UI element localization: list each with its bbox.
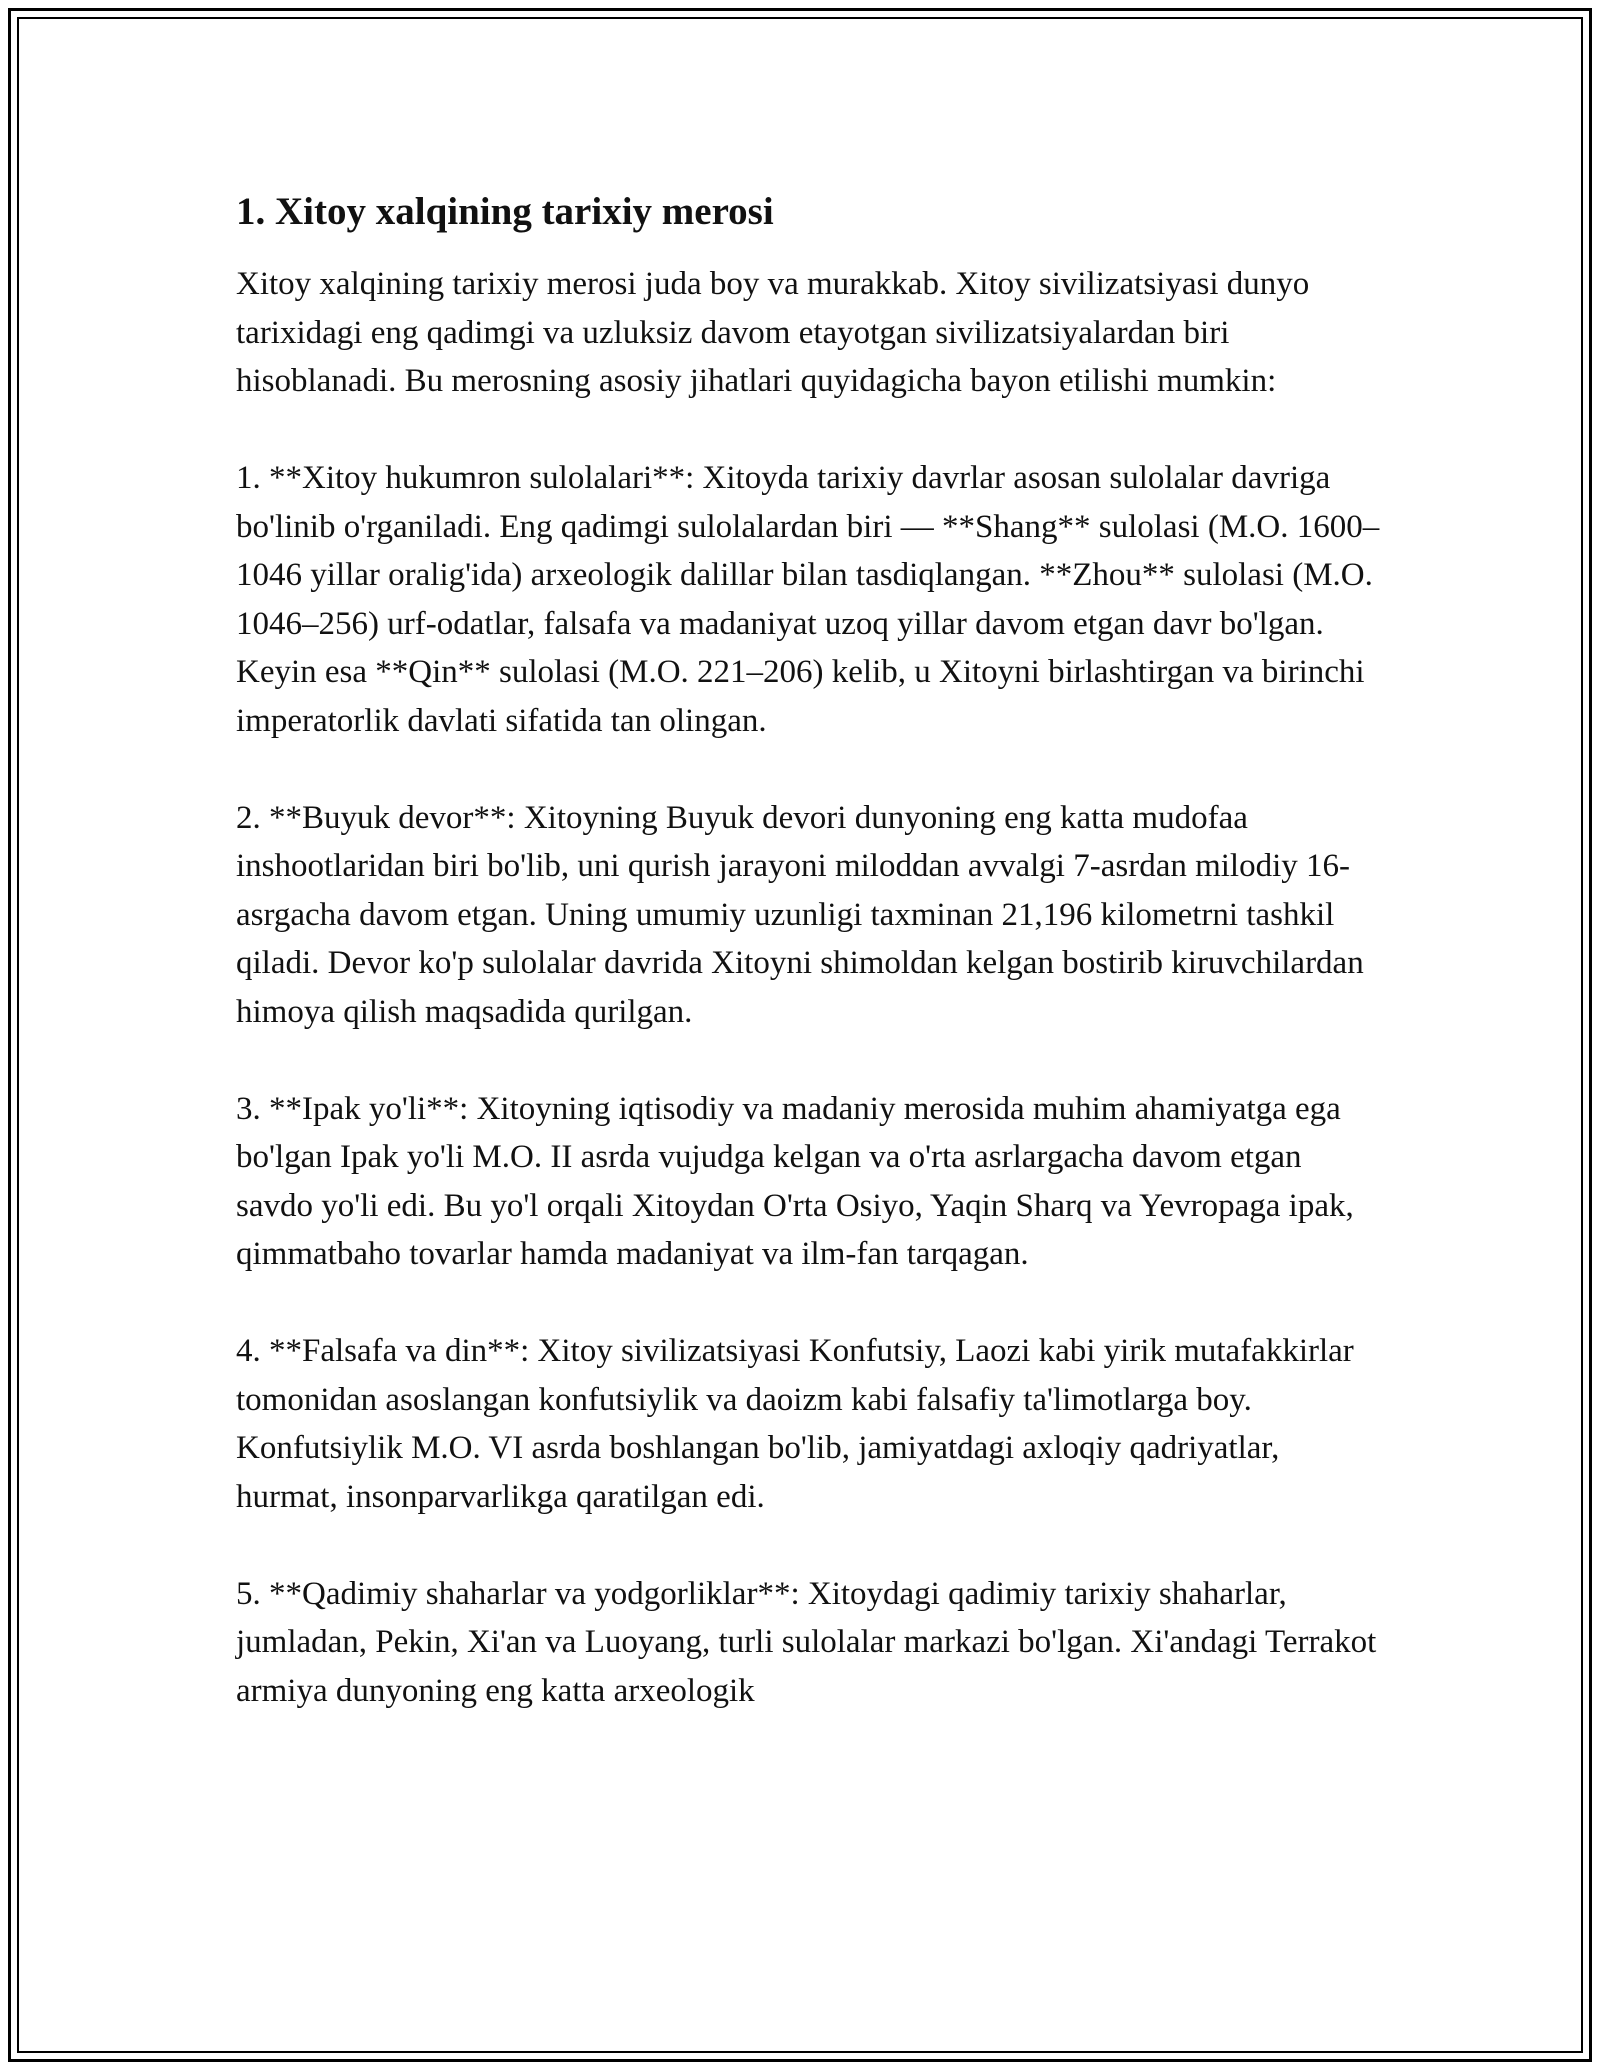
document-body: [236, 186, 1381, 1715]
paragraph-intro: Xitoy xalqining tarixiy merosi juda boy va murakkab. Xitoy sivilizatsiyasi dunyo tarixidagi eng qadimgi va uzluksiz davom etayotgan sivilizatsiyalardan biri hisoblanadi. Bu merosning asosiy jihatlari quyidagicha bayon etilishi mumkin:: [236, 266, 1310, 399]
paragraph-great-wall: 2. **Buyuk devor**: Xitoyning Buyuk devori dunyoning eng katta mudofaa inshootlaridan biri bo'lib, uni qurish jarayoni miloddan avvalgi 7-asrdan milodiy 16-asrgacha davom etgan. Uning umumiy uzunligi taxminan 21,196 kilometrni tashkil qiladi. Devor ko'p sulolalar davrida Xitoyni shimoldan kelgan bostirib kiruvchilardan himoya qilish maqsadida qurilgan.: [236, 799, 1364, 1030]
paragraph-ancient-cities: 5. **Qadimiy shaharlar va yodgorliklar**: Xitoydagi qadimiy tarixiy shaharlar, jumladan, Pekin, Xi'an va Luoyang, turli sulolalar markazi bo'lgan. Xi'andagi Terrakot armiya dunyoning eng katta arxeologik: [236, 1575, 1377, 1709]
document-title: 1. Xitoy xalqining tarixiy merosi: [236, 190, 774, 233]
paragraph-dynasties: 1. **Xitoy hukumron sulolalari**: Xitoyda tarixiy davrlar asosan sulolalar davriga bo'linib o'rganiladi. Eng qadimgi sulolalardan biri — **Shang** sulolasi (M.O. 1600–1046 yillar oralig'ida) arxeologik dalillar bilan tasdiqlangan. **Zhou** sulolasi (M.O. 1046–256) urf-odatlar, falsafa va madaniyat uzoq yillar davom etgan davr bo'lgan. Keyin esa **Qin** sulolasi (M.O. 221–206) kelib, u Xitoyni birlashtirgan va birinchi imperatorlik davlati sifatida tan olingan.: [236, 460, 1380, 739]
paragraph-silk-road: 3. **Ipak yo'li**: Xitoyning iqtisodiy va madaniy merosida muhim ahamiyatga ega bo'lgan Ipak yo'li M.O. II asrda vujudga kelgan va o'rta asrlargacha davom etgan savdo yo'li edi. Bu yo'l orqali Xitoydan O'rta Osiyo, Yaqin Sharq va Yevropaga ipak, qimmatbaho tovarlar hamda madaniyat va ilm-fan tarqagan.: [236, 1090, 1354, 1272]
paragraph-philosophy: 4. **Falsafa va din**: Xitoy sivilizatsiyasi Konfutsiy, Laozi kabi yirik mutafakkirlar tomonidan asoslangan konfutsiylik va daoizm kabi falsafiy ta'limotlarga boy. Konfutsiylik M.O. VI asrda boshlangan bo'lib, jamiyatdagi axloqiy qadriyatlar, hurmat, insonparvarlikga qaratilgan edi.: [236, 1333, 1354, 1515]
